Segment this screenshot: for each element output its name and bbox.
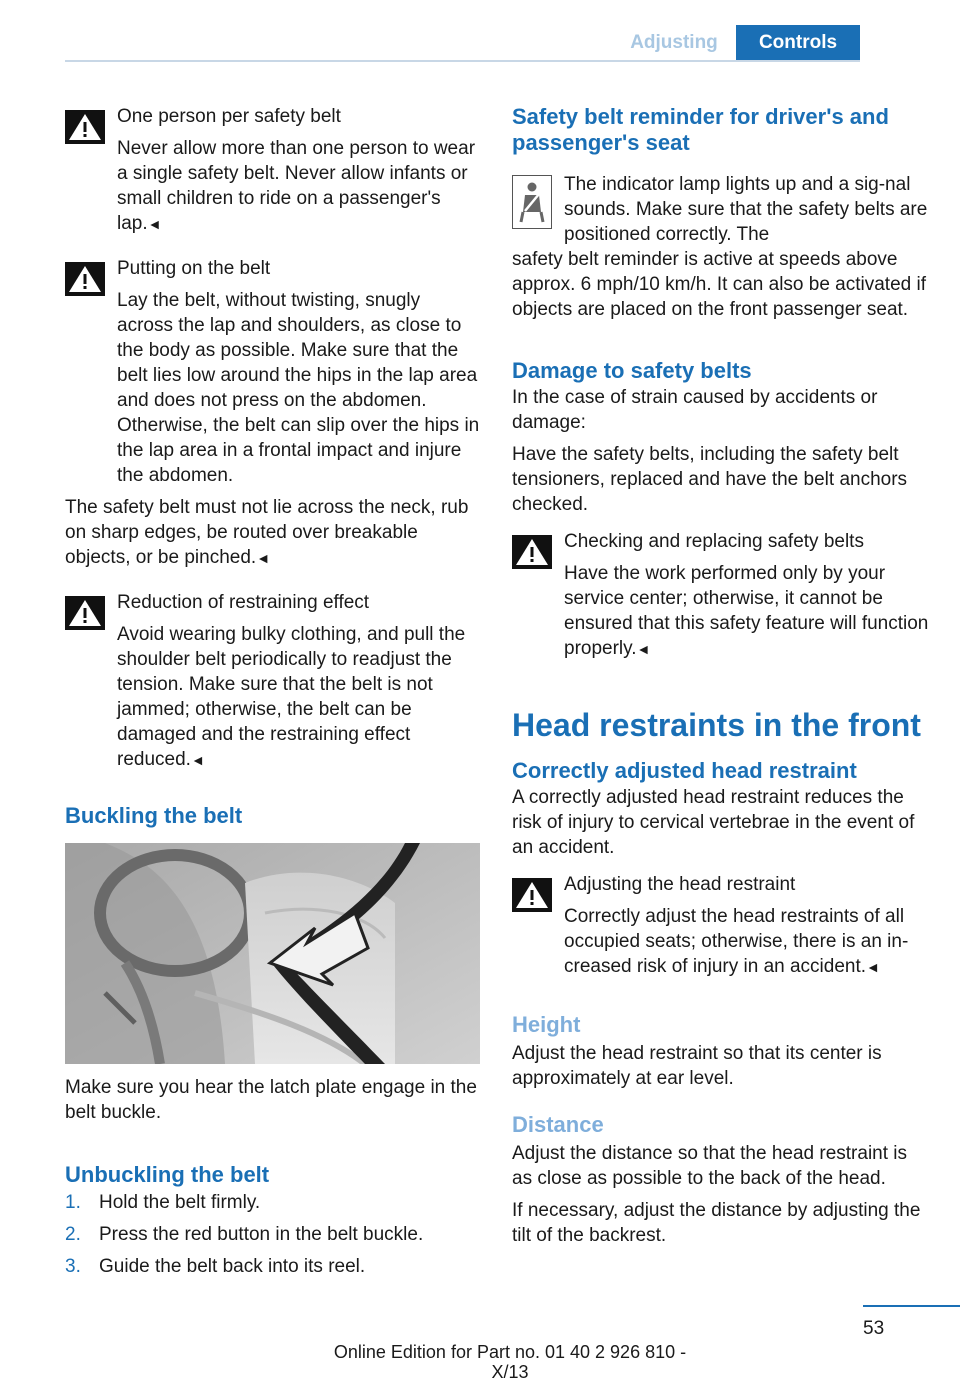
distance-text: If necessary, adjust the distance by adjusting the tilt of the backrest. [512, 1200, 921, 1246]
reminder-text: The indicator lamp lights up and a sig‐nal sounds. Make sure that the safety belts are positioned correctly. The [564, 174, 928, 245]
heading-damage-belts: Damage to safety belts [512, 358, 752, 383]
header-chapter-tab: Controls [736, 25, 860, 60]
unbuckling-steps [65, 1190, 480, 1279]
warning-title: Reduction of restraining effect [117, 592, 370, 613]
reminder-text: safety belt reminder is active at speeds above approx. 6 mph/10 km/h. It can also be activated if objects are placed on the front passenger seat. [512, 249, 927, 320]
warning-checking-replacing [512, 529, 930, 662]
header-section-label: Adjusting [630, 32, 718, 53]
warning-text: The safety belt must not lie across the neck, rub on sharp edges, be routed over breakable objects, or be pinched.◄ [65, 497, 469, 568]
distance-text: Adjust the distance so that the head restraint is as close as possible to the back of the head. [512, 1143, 908, 1189]
warning-title: One person per safety belt [117, 106, 341, 127]
damage-text: In the case of strain caused by accidents or damage: [512, 387, 878, 433]
head-restraint-text: A correctly adjusted head restraint reduces the risk of injury to cervical vertebrae in the event of an accident. [512, 787, 915, 858]
warning-triangle-icon [65, 262, 105, 296]
warning-triangle-icon [65, 110, 105, 144]
heading-correct-head-restraint: Correctly adjusted head restraint [512, 758, 857, 783]
warning-text: Correctly adjust the head restraints of all occupied seats; otherwise, there is an in‐creased risk of injury in an accident.◄ [564, 906, 909, 977]
heading-distance: Distance [512, 1112, 604, 1137]
heading-belt-reminder: Safety belt reminder for driver's and passenger's seat [512, 104, 889, 155]
header-rule [65, 60, 860, 62]
heading-head-restraints: Head restraints in the front [512, 707, 921, 743]
warning-triangle-icon [512, 878, 552, 912]
warning-triangle-icon [65, 596, 105, 630]
belt-reminder-block [512, 172, 930, 322]
seat-belt-illustration [65, 843, 480, 1064]
end-mark: ◄ [636, 641, 651, 657]
heading-buckling-belt: Buckling the belt [65, 803, 243, 828]
warning-putting-on-belt [65, 256, 480, 571]
heading-unbuckling-belt: Unbuckling the belt [65, 1162, 270, 1187]
list-item: 2. Press the red button in the belt buckle. [65, 1224, 424, 1245]
end-mark: ◄ [190, 752, 205, 768]
end-mark: ◄ [147, 216, 162, 232]
warning-title: Checking and replacing safety belts [564, 531, 864, 552]
footer-edition: Online Edition for Part no. 01 40 2 926 810 - X/13 [333, 1342, 687, 1382]
page-number: 53 [863, 1318, 885, 1339]
right-column [512, 104, 930, 1248]
warning-text: Lay the belt, without twisting, snugly across the lap and shoulders, as close to the body as possible. Make sure that the belt lies low around the hips in the lap area and does not press on the abdomen. Otherwise, the belt can slip over the hips in the lap area in a frontal impact and injure the abdomen. [117, 290, 480, 486]
warning-adjusting-head-restraint [512, 872, 930, 980]
warning-one-person-per-belt [65, 104, 480, 237]
warning-text: Avoid wearing bulky clothing, and pull the shoulder belt periodically to readjust the tension. Make sure that the belt is not jammed; otherwise, the belt can be damaged and the restraining effect reduced.◄ [117, 624, 466, 770]
warning-title: Putting on the belt [117, 258, 271, 279]
list-item: 3. Guide the belt back into its reel. [65, 1256, 366, 1277]
left-column [65, 104, 480, 1286]
warning-text: Have the work performed only by your service center; otherwise, it cannot be ensured that this safety feature will function properly.◄ [564, 563, 929, 659]
list-item: 1. Hold the belt firmly. [65, 1192, 261, 1213]
seat-belt-reminder-icon [512, 175, 552, 229]
buckling-caption: Make sure you hear the latch plate engage in the belt buckle. [65, 1077, 477, 1123]
warning-triangle-icon [512, 535, 552, 569]
warning-reduction-restraining [65, 590, 480, 773]
heading-height: Height [512, 1012, 581, 1037]
warning-title: Adjusting the head restraint [564, 874, 796, 895]
end-mark: ◄ [866, 959, 880, 975]
footer-rule [863, 1305, 960, 1307]
warning-text: Never allow more than one person to wear a single safety belt. Never allow infants or small children to ride on a passenger's lap.◄ [117, 138, 476, 234]
end-mark: ◄ [256, 550, 271, 566]
damage-text: Have the safety belts, including the safety belt tensioners, replaced and have the belt anchors checked. [512, 444, 908, 515]
height-text: Adjust the head restraint so that its center is approximately at ear level. [512, 1043, 882, 1089]
